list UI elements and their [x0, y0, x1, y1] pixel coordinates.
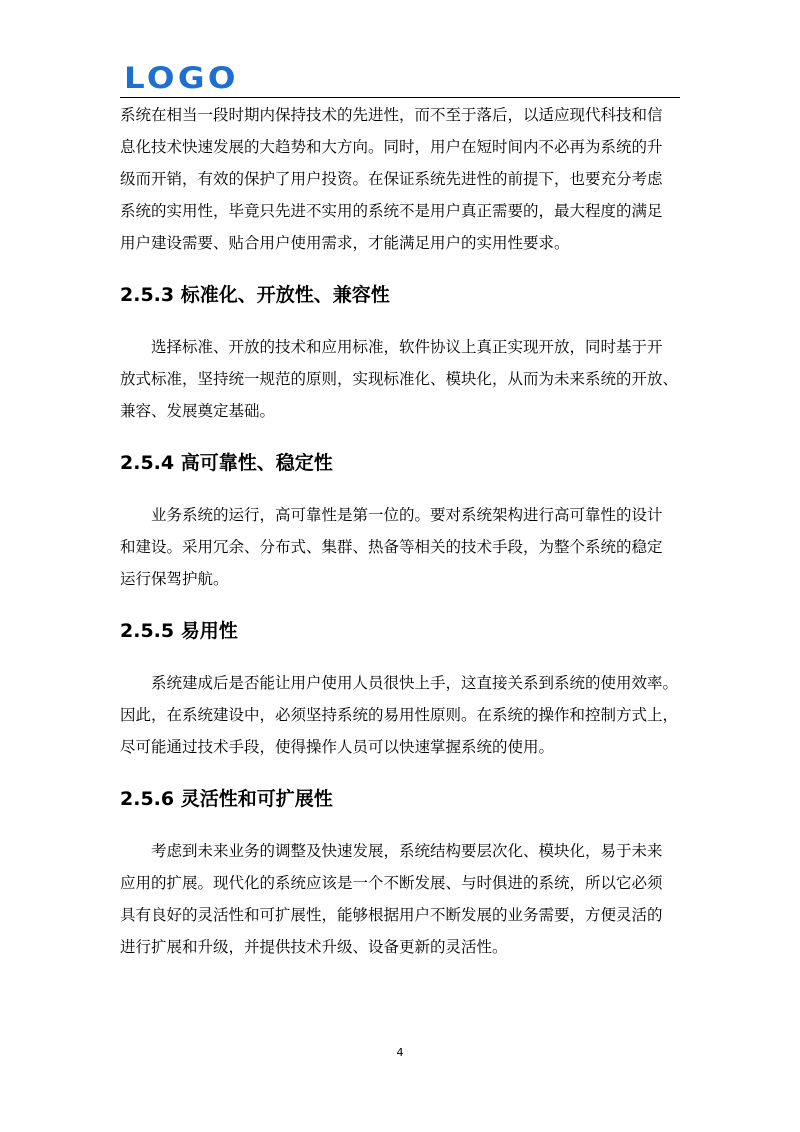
paragraph-line: 系统的实用性，毕竟只先进不实用的系统不是用户真正需要的，最大程度的满足	[120, 202, 663, 220]
section-paragraph-2-5-3	[120, 331, 686, 427]
section-heading-2-5-3: 2.5.3 标准化、开放性、兼容性	[120, 284, 390, 306]
paragraph-line: 用户建设需要、贴合用户使用需求，才能满足用户的实用性要求。	[120, 234, 570, 252]
logo: LOGO	[124, 61, 239, 95]
header-rule	[120, 97, 680, 98]
paragraph-line: 系统建成后是否能让用户使用人员很快上手，这直接关系到系统的使用效率。	[151, 674, 679, 692]
section-paragraph-2-5-5	[120, 667, 686, 763]
paragraph-line: 业务系统的运行，高可靠性是第一位的。要对系统架构进行高可靠性的设计	[151, 506, 663, 524]
paragraph-line: 考虑到未来业务的调整及快速发展，系统结构要层次化、模块化，易于未来	[151, 842, 663, 860]
paragraph-line: 级而开销，有效的保护了用户投资。在保证系统先进性的前提下，也要充分考虑	[120, 170, 663, 188]
section-heading-2-5-6: 2.5.6 灵活性和可扩展性	[120, 788, 333, 810]
paragraph-line: 兼容、发展奠定基础。	[120, 402, 276, 420]
paragraph-line: 运行保驾护航。	[120, 570, 229, 588]
section-heading-2-5-4: 2.5.4 高可靠性、稳定性	[120, 452, 333, 474]
paragraph-line: 放式标准，坚持统一规范的原则，实现标准化、模块化，从而为未来系统的开放、	[120, 370, 679, 388]
paragraph-line: 息化技术快速发展的大趋势和大方向。同时，用户在短时间内不必再为系统的升	[120, 138, 663, 156]
page-number: 4	[396, 1046, 404, 1059]
section-paragraph-2-5-4	[120, 499, 686, 595]
section-paragraph-2-5-6	[120, 835, 686, 963]
paragraph-line: 选择标准、开放的技术和应用标准，软件协议上真正实现开放，同时基于开	[151, 338, 663, 356]
paragraph-line: 具有良好的灵活性和可扩展性，能够根据用户不断发展的业务需要，方便灵活的	[120, 906, 663, 924]
intro-paragraph	[120, 99, 686, 259]
paragraph-line: 尽可能通过技术手段，使得操作人员可以快速掌握系统的使用。	[120, 738, 555, 756]
paragraph-line: 应用的扩展。现代化的系统应该是一个不断发展、与时俱进的系统，所以它必须	[120, 874, 663, 892]
document-body	[120, 99, 686, 963]
paragraph-line: 进行扩展和升级，并提供技术升级、设备更新的灵活性。	[120, 938, 508, 956]
paragraph-line: 因此，在系统建设中，必须坚持系统的易用性原则。在系统的操作和控制方式上，	[120, 706, 679, 724]
section-heading-2-5-5: 2.5.5 易用性	[120, 620, 238, 642]
paragraph-line: 系统在相当一段时期内保持技术的先进性，而不至于落后，以适应现代科技和信	[120, 106, 663, 124]
paragraph-line: 和建设。采用冗余、分布式、集群、热备等相关的技术手段，为整个系统的稳定	[120, 538, 663, 556]
